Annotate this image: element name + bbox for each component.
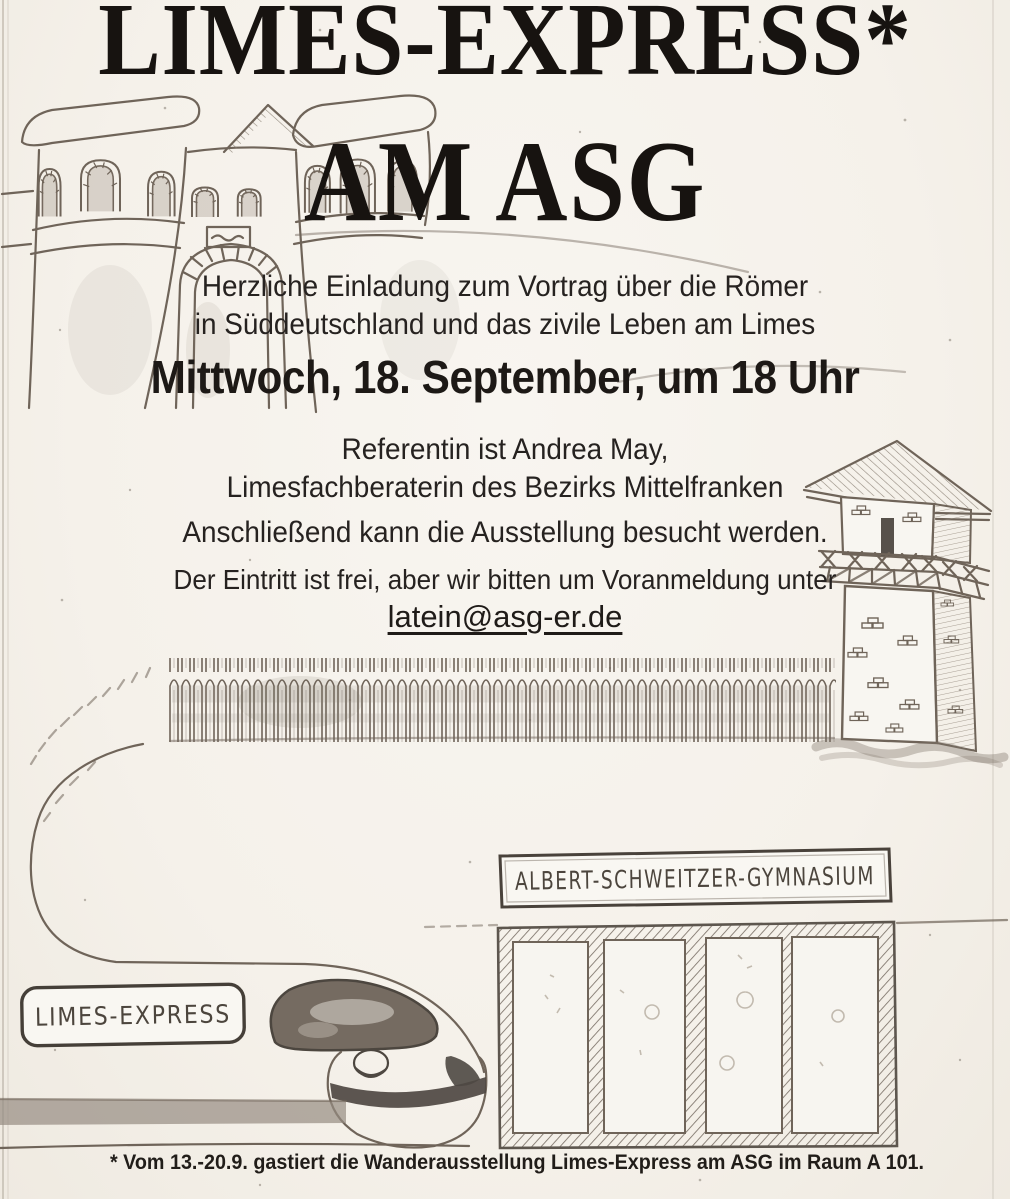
school-window (706, 938, 782, 1133)
poster-title-line2: AM ASG (303, 118, 707, 245)
school-illustration (425, 849, 1007, 1148)
train-sign-label: LIMES-EXPRESS (34, 998, 258, 1032)
school-sign-label: ALBERT-SCHWEITZER-GYMNASIUM (514, 859, 1000, 896)
speaker-line1: Referentin ist Andrea May, (341, 433, 669, 466)
fence-fade-ticks (31, 668, 150, 764)
intro-line2: in Süddeutschland und das zivile Leben am Limes (194, 308, 816, 341)
poster-title-line1: LIMES-EXPRESS* (98, 0, 912, 97)
palisade-fence-illustration (31, 658, 836, 764)
speaker-line2: Limesfachberaterin des Bezirks Mittelfranken (226, 471, 784, 504)
train-illustration (0, 744, 486, 1148)
footnote: * Vom 13.-20.9. gastiert die Wanderausstellung Limes-Express am ASG im Raum A 101. (110, 1151, 925, 1174)
intro-line1: Herzliche Einladung zum Vortrag über die Römer (201, 270, 809, 303)
train-skirt-stripe (0, 1099, 346, 1125)
school-window (513, 942, 588, 1133)
event-date-line: Mittwoch, 18. September, um 18 Uhr (150, 351, 860, 403)
school-window (792, 937, 878, 1133)
entry-line: Der Eintritt ist frei, aber wir bitten um Voranmeldung unter (173, 564, 837, 595)
contact-email: latein@asg-er.de (387, 599, 623, 634)
school-window (604, 940, 685, 1133)
exhibition-line: Anschließend kann die Ausstellung besucht werden. (182, 516, 828, 549)
